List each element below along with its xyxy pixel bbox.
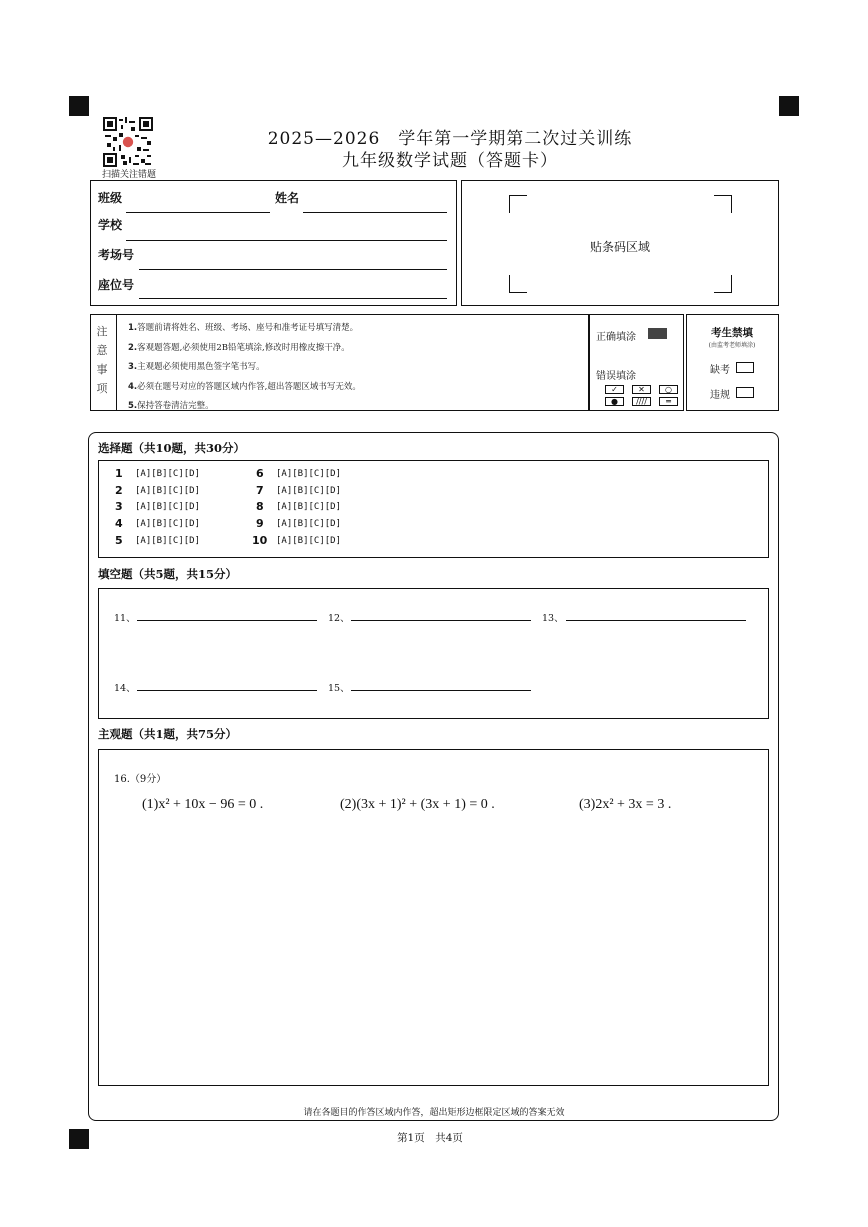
notice-char: 意 <box>96 344 108 357</box>
barcode-corner-bl <box>509 275 527 293</box>
answer-options[interactable]: [A][B][C][D] <box>276 469 342 479</box>
absent-checkbox[interactable] <box>736 362 754 373</box>
exam-subtitle: 九年级数学试题（答题卡） <box>342 151 558 171</box>
fill-blank-box <box>98 588 769 719</box>
question-number: 6 <box>256 467 264 480</box>
correct-fill-swatch <box>648 328 667 339</box>
answer-options[interactable]: [A][B][C][D] <box>276 519 342 529</box>
wrong-mark-hatch-icon: //// <box>632 397 651 406</box>
class-field[interactable] <box>126 212 270 213</box>
qr-code-icon <box>103 117 153 167</box>
barcode-label: 贴条码区域 <box>589 240 650 254</box>
notice-vertical-title <box>94 322 110 398</box>
class-label: 班级 <box>98 191 123 205</box>
answer-options[interactable]: [A][B][C][D] <box>135 502 201 512</box>
wrong-mark-cross-icon: ✕ <box>632 385 651 394</box>
notice-char: 事 <box>96 363 108 376</box>
blank-label-13: 13、 <box>542 613 564 624</box>
barcode-corner-tl <box>509 195 527 213</box>
wrong-mark-dot-icon: ● <box>605 397 624 406</box>
notice-item: 5.保持答卷清洁完整。 <box>128 401 214 411</box>
answer-area-footer-note: 请在各题目的作答区域内作答，超出矩形边框限定区域的答案无效 <box>303 1108 565 1118</box>
blank-field-14[interactable] <box>137 690 317 691</box>
wrong-mark-lines-icon: ═ <box>659 397 678 406</box>
seat-field[interactable] <box>139 298 447 299</box>
name-label: 姓名 <box>275 191 300 205</box>
blank-field-15[interactable] <box>351 690 531 691</box>
exam-room-label: 考场号 <box>98 248 135 262</box>
violation-label: 违规 <box>710 390 730 401</box>
page-number: 第1页 共4页 <box>397 1132 463 1144</box>
subjective-title: 主观题（共1题，共75分） <box>98 727 238 741</box>
notice-char: 注 <box>96 325 108 338</box>
notice-item: 3.主观题必须使用黑色签字笔书写。 <box>128 362 265 372</box>
violation-checkbox[interactable] <box>736 387 754 398</box>
barcode-corner-br <box>714 275 732 293</box>
answer-options[interactable]: [A][B][C][D] <box>135 519 201 529</box>
notice-item: 1.答题前请将姓名、班级、考场、座号和准考证号填写清楚。 <box>128 323 359 333</box>
blank-field-12[interactable] <box>351 620 531 621</box>
blank-label-12: 12、 <box>328 613 350 624</box>
equation-1: (1)x² + 10x − 96 = 0 . <box>142 797 264 812</box>
barcode-corner-tr <box>714 195 732 213</box>
blank-field-13[interactable] <box>566 620 746 621</box>
student-info-box <box>90 180 457 306</box>
question-number: 5 <box>115 534 123 547</box>
blank-label-14: 14、 <box>114 683 136 694</box>
name-field[interactable] <box>303 212 447 213</box>
registration-mark-bottom-left <box>69 1129 89 1149</box>
question-number: 7 <box>256 484 264 497</box>
school-field[interactable] <box>126 240 447 241</box>
question-number: 1 <box>115 467 123 480</box>
question-number: 9 <box>256 517 264 530</box>
seat-label: 座位号 <box>98 278 135 292</box>
equation-2: (2)(3x + 1)² + (3x + 1) = 0 . <box>340 797 495 812</box>
answer-options[interactable]: [A][B][C][D] <box>135 536 201 546</box>
blank-label-15: 15、 <box>328 683 350 694</box>
notice-char: 项 <box>96 382 108 395</box>
answer-options[interactable]: [A][B][C][D] <box>135 486 201 496</box>
question-number: 3 <box>115 500 123 513</box>
answer-options[interactable]: [A][B][C][D] <box>135 469 201 479</box>
notice-divider <box>116 314 117 411</box>
notice-item: 4.必须在题号对应的答题区域内作答,超出答题区域书写无效。 <box>128 381 361 392</box>
registration-mark-top-right <box>779 96 799 116</box>
notice-item: 2.客观题答题,必须使用2B铅笔填涂,修改时用橡皮擦干净。 <box>128 342 350 353</box>
equation-3: (3)2x² + 3x = 3 . <box>579 797 672 812</box>
question-16-label: 16.（9分） <box>114 774 167 785</box>
notice-list <box>128 319 361 417</box>
forbidden-subtitle: (由监考老师填涂) <box>708 342 756 349</box>
question-number: 2 <box>115 484 123 497</box>
absent-label: 缺考 <box>710 365 730 376</box>
correct-fill-label: 正确填涂 <box>596 332 636 343</box>
exam-room-field[interactable] <box>139 269 447 270</box>
multiple-choice-title: 选择题（共10题，共30分） <box>98 441 246 455</box>
question-number: 10 <box>252 534 268 547</box>
exam-title: 2025—2026 学年第一学期第二次过关训练 <box>267 129 633 149</box>
forbidden-title: 考生禁填 <box>711 327 753 339</box>
answer-options[interactable]: [A][B][C][D] <box>276 502 342 512</box>
question-number: 4 <box>115 517 123 530</box>
wrong-mark-circle-icon: ○ <box>659 385 678 394</box>
school-label: 学校 <box>98 218 123 232</box>
question-number: 8 <box>256 500 264 513</box>
answer-options[interactable]: [A][B][C][D] <box>276 536 342 546</box>
fill-blank-title: 填空题（共5题，共15分） <box>98 567 238 581</box>
blank-label-11: 11、 <box>114 613 136 624</box>
answer-options[interactable]: [A][B][C][D] <box>276 486 342 496</box>
blank-field-11[interactable] <box>137 620 317 621</box>
qr-caption: 扫描关注错题 <box>101 170 156 180</box>
registration-mark-top-left <box>69 96 89 116</box>
wrong-fill-label: 错误填涂 <box>596 371 636 382</box>
wrong-mark-check-icon: ✓ <box>605 385 624 394</box>
